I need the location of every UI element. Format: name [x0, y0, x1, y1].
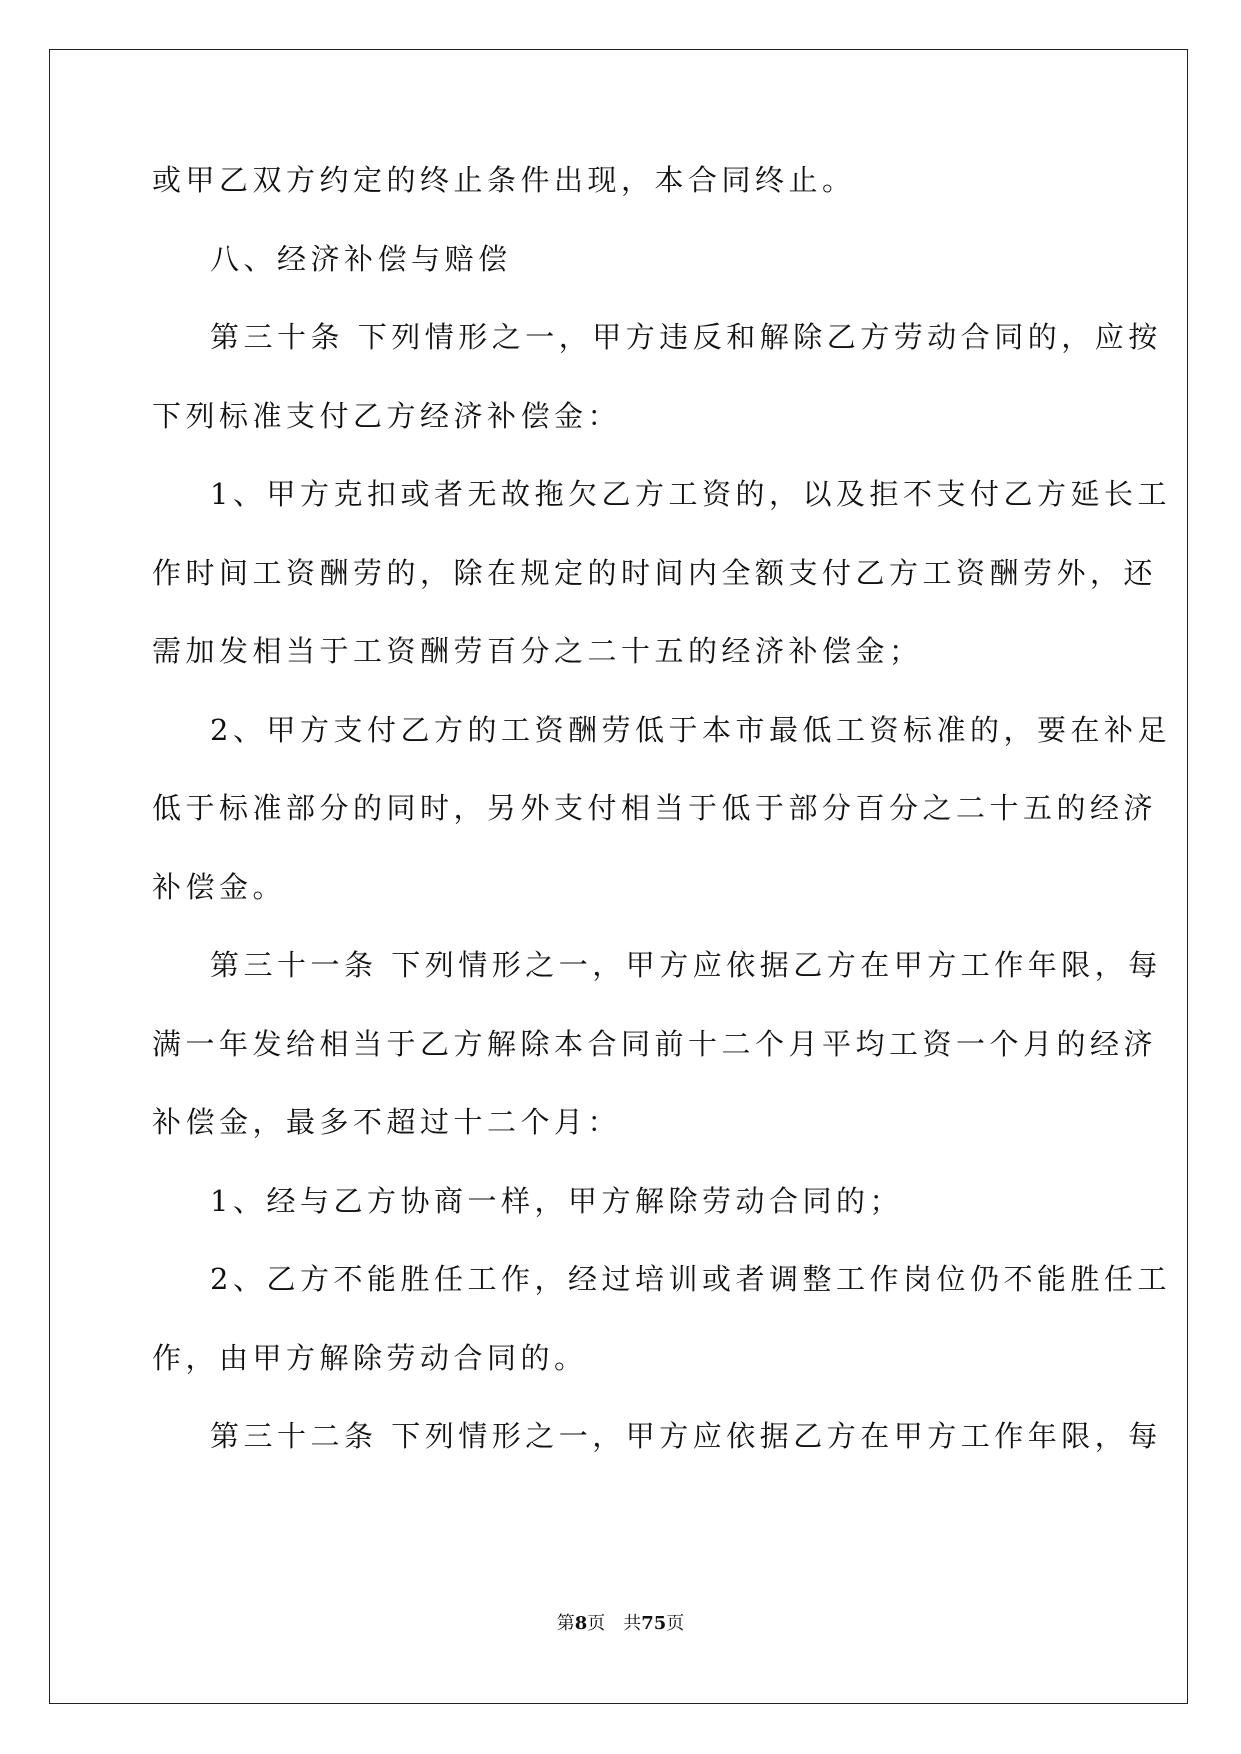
text-line: 1、甲方克扣或者无故拖欠乙方工资的，以及拒不支付乙方延长工	[210, 477, 1171, 511]
document-body	[152, 160, 1171, 1495]
text-line: 或甲乙双方约定的终止条件出现，本合同终止。	[152, 163, 856, 197]
footer-total-suffix: 页	[666, 1613, 685, 1634]
footer-page-suffix: 页	[587, 1613, 606, 1634]
footer-prefix: 第	[556, 1613, 575, 1634]
text-line: 补偿金，最多不超过十二个月：	[152, 1105, 622, 1139]
text-line: 2、甲方支付乙方的工资酬劳低于本市最低工资标准的，要在补足	[210, 712, 1171, 747]
text-line: 作时间工资酬劳的，除在规定的时间内全额支付乙方工资酬劳外，还	[152, 555, 1158, 590]
current-page-number: 8	[574, 1613, 588, 1634]
text-line: 1、经与乙方协商一样，甲方解除劳动合同的；	[210, 1183, 903, 1218]
text-line: 八、经济补偿与赔偿	[210, 241, 512, 276]
total-page-count: 75	[641, 1613, 667, 1634]
text-line: 下列标准支付乙方经济补偿金：	[152, 398, 622, 433]
text-line: 2、乙方不能胜任工作，经过培训或者调整工作岗位仍不能胜任工	[210, 1262, 1171, 1296]
text-line: 低于标准部分的同时，另外支付相当于低于部分百分之二十五的经济	[152, 791, 1158, 825]
text-line: 需加发相当于工资酬劳百分之二十五的经济补偿金；	[152, 634, 923, 668]
text-line: 作，由甲方解除劳动合同的。	[152, 1340, 588, 1375]
text-line: 补偿金。	[152, 869, 287, 904]
page-footer	[0, 1612, 1241, 1636]
footer-total-prefix: 共	[623, 1613, 642, 1634]
text-line: 第三十二条 下列情形之一，甲方应依据乙方在甲方工作年限，每	[210, 1419, 1162, 1453]
text-line: 第三十一条 下列情形之一，甲方应依据乙方在甲方工作年限，每	[210, 948, 1162, 982]
text-line: 满一年发给相当于乙方解除本合同前十二个月平均工资一个月的经济	[152, 1026, 1158, 1061]
text-line: 第三十条 下列情形之一，甲方违反和解除乙方劳动合同的，应按	[210, 320, 1162, 354]
